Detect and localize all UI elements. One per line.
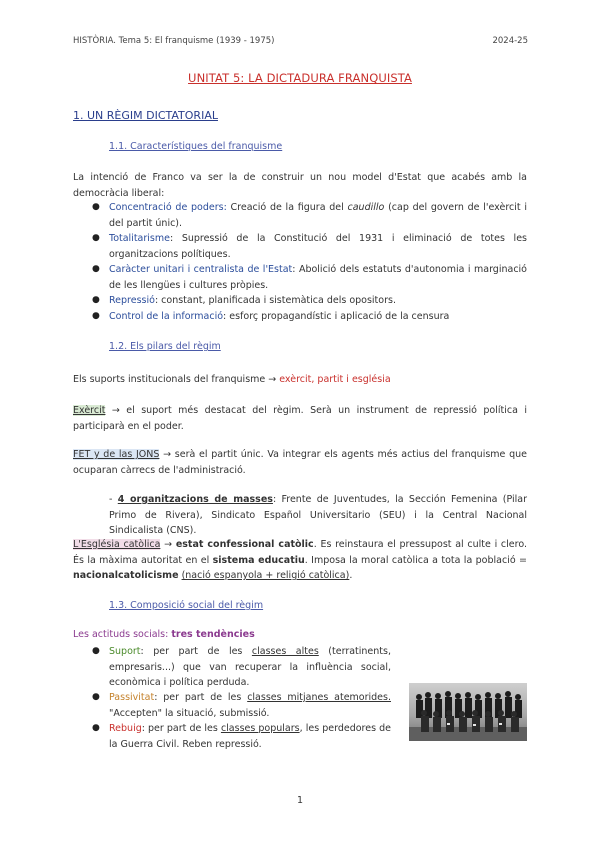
list-item: Suport: per part de les classes altes (terratinents, empresaris...) que van recuperar la influència social, econòmica i política perduda. xyxy=(109,646,391,688)
header-left: HISTÒRIA. Tema 5: El franquisme (1939 - 1975) xyxy=(73,36,275,46)
header-right: 2024-25 xyxy=(492,36,528,46)
bullet-icon: ● xyxy=(92,692,100,702)
subsection-heading-1-2: 1.2. Els pilars del règim xyxy=(109,341,221,352)
list-item: Control de la informació: esforç propagandístic i aplicació de la censura xyxy=(109,311,450,322)
subsection-heading-1-3: 1.3. Composició social del règim xyxy=(109,600,264,611)
supports-paragraph: Els suports institucionals del franquisme → exèrcit, partit i església xyxy=(73,374,391,385)
subsection-heading-1-1: 1.1. Característiques del franquisme xyxy=(109,141,283,152)
list-item: Repressió: constant, planificada i sistemàtica dels opositors. xyxy=(109,295,396,306)
list-item: Passivitat: per part de les classes mitjanes atemorides. "Accepten" la situació, submissió. xyxy=(109,692,391,719)
intro-paragraph: La intenció de Franco va ser la de construir un nou model d'Estat que acabés amb la democràcia liberal: xyxy=(73,172,527,199)
church-paragraph: L'Església catòlica → estat confessional catòlic. Es reinstaura el pressupost al culte i clero. És la màxima autoritat en el sistema educatiu. Imposa la moral catòlica a tota la població = nacionalcatolicisme (nació espanyola + religió catòlica). xyxy=(73,539,527,581)
bullet-icon: ● xyxy=(92,646,100,656)
bullet-icon: ● xyxy=(92,264,100,274)
section-heading: 1. UN RÈGIM DICTATORIAL xyxy=(73,109,218,122)
party-paragraph: FET y de las JONS → serà el partit únic. Va integrar els agents més actius del franquisme que ocuparan càrrecs de l'administració. xyxy=(73,449,527,476)
bullet-icon: ● xyxy=(92,295,100,305)
page-title: UNITAT 5: LA DICTADURA FRANQUISTA xyxy=(188,71,412,85)
army-paragraph: Exèrcit → el suport més destacat del règim. Serà un instrument de repressió política i participarà en el poder. xyxy=(73,405,527,432)
historical-photo xyxy=(409,683,527,741)
bullet-icon: ● xyxy=(92,723,100,733)
list-item: Caràcter unitari i centralista de l'Estat: Abolició dels estatuts d'autonomia i marginació de les llengües i cultures pròpies. xyxy=(109,264,527,291)
attitudes-label: Les actituds socials: tres tendències xyxy=(73,629,255,640)
mass-organizations-paragraph: - 4 organitzacions de masses: Frente de Juventudes, la Sección Femenina (Pilar Primo de Rivera), Sindicato Español Universitario (SEU) i la Central Nacional Sindicalista (CNS). xyxy=(109,494,528,536)
page-number: 1 xyxy=(296,795,304,806)
bullet-icon: ● xyxy=(92,233,100,243)
list-item: Concentració de poders: Creació de la figura del caudillo (cap del govern de l'exèrcit i del partit únic). xyxy=(109,202,528,229)
list-item: Rebuig: per part de les classes populars, les perdedores de la Guerra Civil. Reben repressió. xyxy=(109,723,392,750)
list-item: Totalitarisme: Supressió de la Constitució del 1931 i eliminació de totes les organitzacions polítiques. xyxy=(109,233,527,260)
bullet-icon: ● xyxy=(92,202,100,212)
bullet-icon: ● xyxy=(92,311,100,321)
